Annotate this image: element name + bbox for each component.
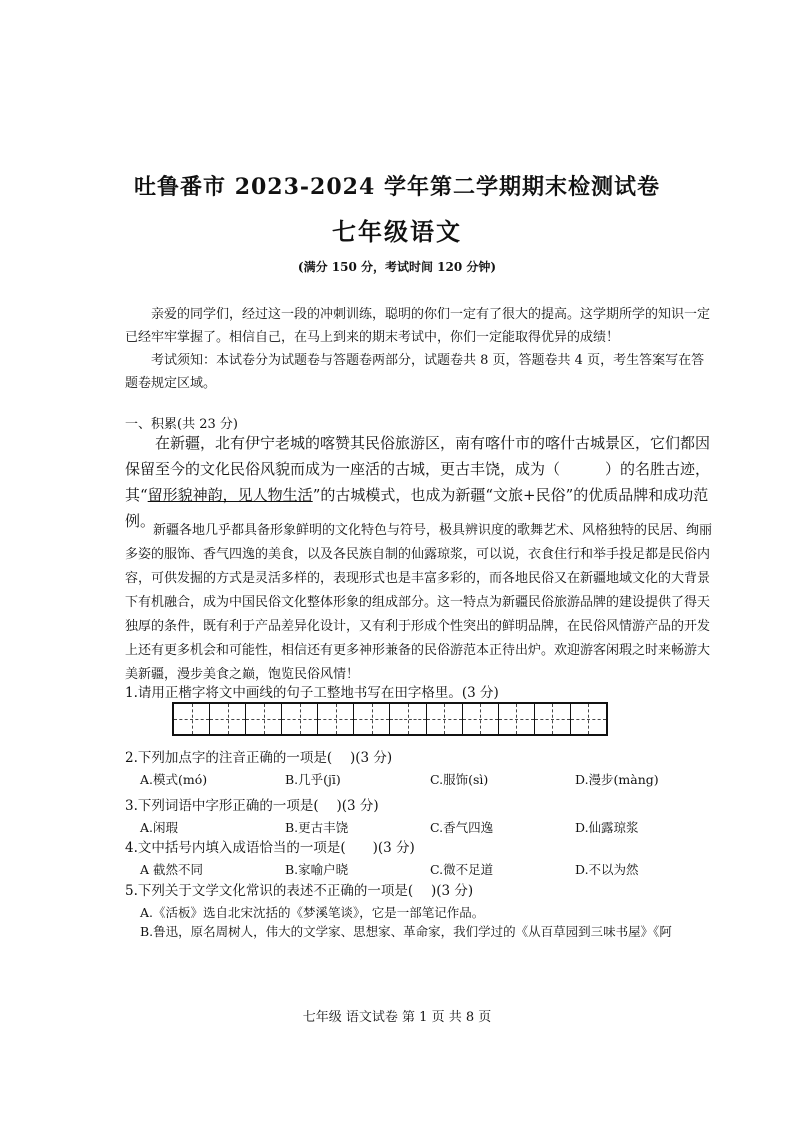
question-4: 4.文中括号内填入成语恰当的一项是( )(3 分): [125, 840, 415, 856]
grid-cell[interactable]: [571, 704, 606, 734]
option-d[interactable]: D.漫步(màng): [575, 772, 659, 787]
option-c[interactable]: C.微不足道: [430, 862, 494, 877]
option-a[interactable]: A 截然不同: [140, 862, 204, 877]
grid-cell[interactable]: [282, 704, 318, 734]
passage-text-a: 在新疆，北有伊宁老城的喀赞其民俗旅游区，南有喀什市的喀什古城景区，它们都因保留至今的文化民俗风貌而成为一座活的古城，更古丰饶，成为（ ）的名胜古迹，其“: [125, 434, 711, 504]
question-3: 3.下列词语中字形正确的一项是( )(3 分): [125, 798, 379, 814]
question-5-option-b[interactable]: B.鲁迅，原名周树人，伟大的文学家、思想家、革命家，我们学过的《从百草园到三味书屋》《阿: [140, 924, 672, 939]
question-2: 2.下列加点字的注音正确的一项是( )(3 分): [125, 750, 393, 766]
question-1: 1.请用正楷字将文中画线的句子工整地书写在田字格里。(3 分): [125, 685, 499, 701]
underlined-sentence: 留形貌神韵，见人物生活: [147, 486, 313, 504]
option-a[interactable]: A.闲瑕: [140, 820, 179, 835]
question-2-options: [140, 770, 720, 788]
option-a[interactable]: A.模式(mó): [140, 772, 208, 787]
grid-cell[interactable]: [535, 704, 571, 734]
grid-cell[interactable]: [354, 704, 390, 734]
exam-note: (满分 150 分，考试时间 120 分钟): [297, 260, 497, 274]
grid-cell[interactable]: [246, 704, 282, 734]
option-b[interactable]: B.更古丰饶: [285, 820, 349, 835]
question-4-options: [140, 860, 720, 878]
question-5: 5.下列关于文学文化常识的表述不正确的一项是( )(3 分): [125, 883, 474, 899]
option-c[interactable]: C.服饰(sì): [430, 772, 489, 787]
option-b[interactable]: B.几乎(jī): [285, 772, 341, 787]
question-3-options: [140, 818, 720, 836]
grid-cell[interactable]: [210, 704, 246, 734]
option-c[interactable]: C.香气四逸: [430, 820, 494, 835]
tianzige-grid[interactable]: [172, 702, 608, 736]
grid-cell[interactable]: [499, 704, 535, 734]
page-footer: 七年级 语文试卷 第 1 页 共 8 页: [302, 1010, 492, 1025]
grid-cell[interactable]: [174, 704, 210, 734]
option-b[interactable]: B.家喻户晓: [285, 862, 349, 877]
section-heading: 一、积累(共 23 分): [125, 417, 238, 432]
intro-paragraph-2: 考试须知：本试卷分为试题卷与答题卷两部分，试题卷共 8 页，答题卷共 4 页，考生答案写在答题卷规定区域。: [125, 353, 705, 391]
option-d[interactable]: D.仙露琼浆: [575, 820, 639, 835]
passage-paragraph-2: 新疆各地几乎都具备形象鲜明的文化特色与符号，极具辨识度的歌舞艺术、风格独特的民居、绚丽多姿的服饰、香气四逸的美食，以及各民族自制的仙露琼浆，可以说，衣食住行和举手投足都是民俗内容，可供发掘的方式是灵活多样的，表现形式也是丰富多彩的，而各地民俗又在新疆地域文化的大背景下有机融合，成为中国民俗文化整体形象的组成部分。这一特点为新疆民俗旅游品牌的建设提供了得天独厚的条件，既有利于产品差异化设计，又有利于形成个性突出的鲜明品牌，在民俗风情游产品的开发上还有更多机会和可能性，相信还有更多神形兼备的民俗游范本正待出炉。欢迎游客闲瑕之时来畅游大美新疆，漫步美食之巅，饱览民俗风情！: [125, 523, 713, 682]
intro-paragraph-1: 亲爱的同学们，经过这一段的冲刺训练，聪明的你们一定有了很大的提高。这学期所学的知识一定已经牢牢掌握了。相信自己，在马上到来的期末考试中，你们一定能取得优异的成绩！: [125, 307, 711, 345]
passage-text-b: ”的古城模式，也成为新疆“文旅+民俗”的优质品牌和成功范例。: [125, 486, 709, 530]
grid-cell[interactable]: [427, 704, 463, 734]
grid-cell[interactable]: [390, 704, 426, 734]
question-5-option-a[interactable]: A.《活板》选自北宋沈括的《梦溪笔谈》，它是一部笔记作品。: [140, 905, 485, 920]
exam-subtitle: 七年级语文: [332, 217, 462, 246]
exam-title: 吐鲁番市 2023-2024 学年第二学期期末检测试卷: [134, 174, 660, 200]
option-d[interactable]: D.不以为然: [575, 862, 639, 877]
grid-cell[interactable]: [318, 704, 354, 734]
grid-cell[interactable]: [463, 704, 499, 734]
